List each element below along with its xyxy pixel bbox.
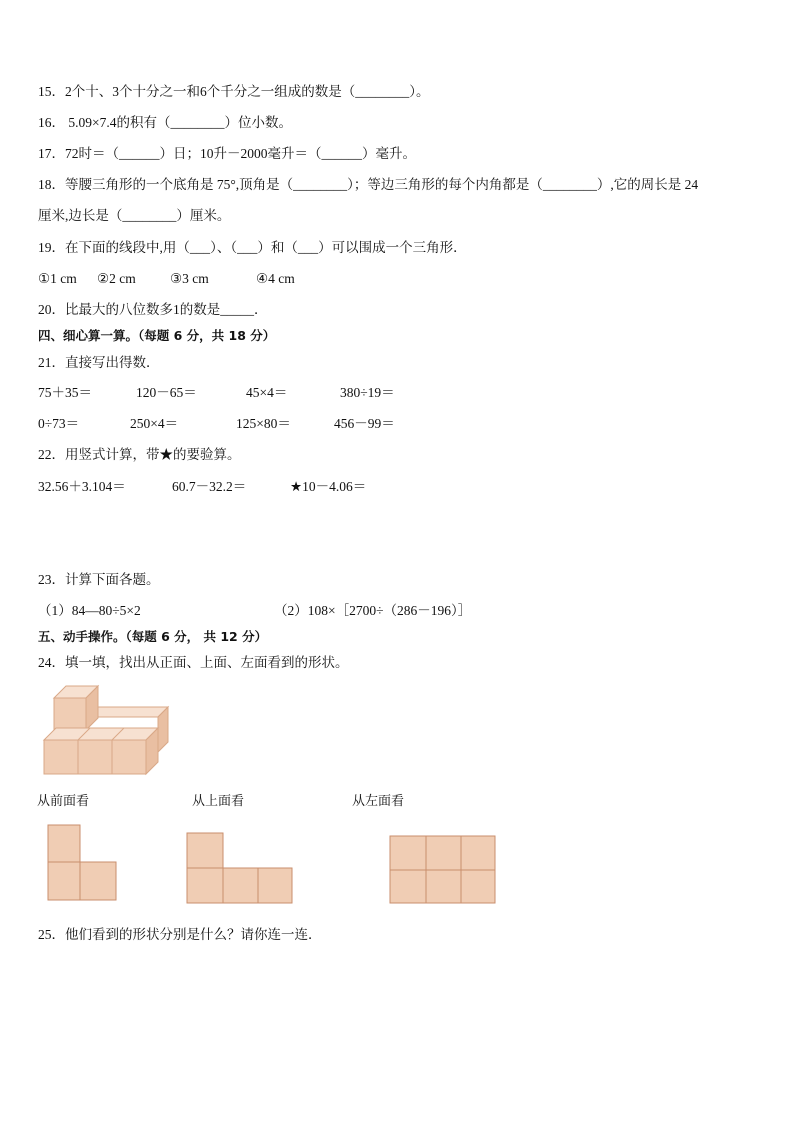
question-21: 21．直接写出得数．: [38, 355, 160, 370]
question-15: 15．2个十、3个十分之一和6个千分之一组成的数是（________）。: [38, 84, 430, 99]
question-18-line1: 18．等腰三角形的一个底角是 75°,顶角是（________）；等边三角形的每个内角都是（________）,它的周长是 24: [38, 177, 699, 192]
section-5-heading: 五、动手操作。（每题 6 分， 共 12 分）: [38, 629, 268, 644]
q21-r1-c2: 120－65＝: [136, 385, 197, 400]
q21-r1-c3: 45×4＝: [246, 385, 288, 400]
question-23: 23．计算下面各题。: [38, 572, 160, 587]
question-25: 25．他们看到的形状分别是什么？请你连一连．: [38, 927, 322, 942]
question-17: 17．72时＝（______）日；10升－2000毫升＝（______）毫升。: [38, 146, 416, 161]
section-4-heading: 四、细心算一算。（每题 6 分，共 18 分）: [38, 328, 276, 343]
label-top-view: 从上面看: [192, 794, 245, 809]
question-20: 20．比最大的八位数多1的数是_____．: [38, 302, 268, 317]
question-18-line2: 厘米,边长是（________）厘米。: [38, 208, 231, 223]
q22-item-3: ★10－4.06＝: [290, 479, 367, 494]
label-front-view: 从前面看: [37, 794, 90, 809]
q21-r2-c4: 456－99＝: [334, 416, 395, 431]
q21-r1-c4: 380÷19＝: [340, 385, 395, 400]
q21-r2-c2: 250×4＝: [130, 416, 179, 431]
q23-item-2: （2）108×［2700÷（286－196）］: [274, 603, 472, 618]
q21-r2-c1: 0÷73＝: [38, 416, 80, 431]
q19-option-1: ①1 cm: [38, 271, 77, 286]
question-22: 22．用竖式计算，带★的要验算。: [38, 447, 241, 462]
question-19: 19．在下面的线段中,用（___）、（___）和（___）可以围成一个三角形．: [38, 240, 467, 255]
question-24: 24．填一填，找出从正面、上面、左面看到的形状。: [38, 655, 349, 670]
q23-item-1: （1）84—80÷5×2: [38, 603, 141, 618]
q21-r1-c1: 75＋35＝: [38, 385, 92, 400]
q22-item-2: 60.7－32.2＝: [172, 479, 247, 494]
question-16: 16． 5.09×7.4的积有（________）位小数。: [38, 115, 292, 130]
q21-r2-c3: 125×80＝: [236, 416, 291, 431]
q22-item-1: 32.56＋3.104＝: [38, 479, 126, 494]
q19-option-3: ③3 cm: [170, 271, 209, 286]
label-left-view: 从左面看: [352, 794, 405, 809]
q19-option-2: ②2 cm: [97, 271, 136, 286]
q19-option-4: ④4 cm: [256, 271, 295, 286]
